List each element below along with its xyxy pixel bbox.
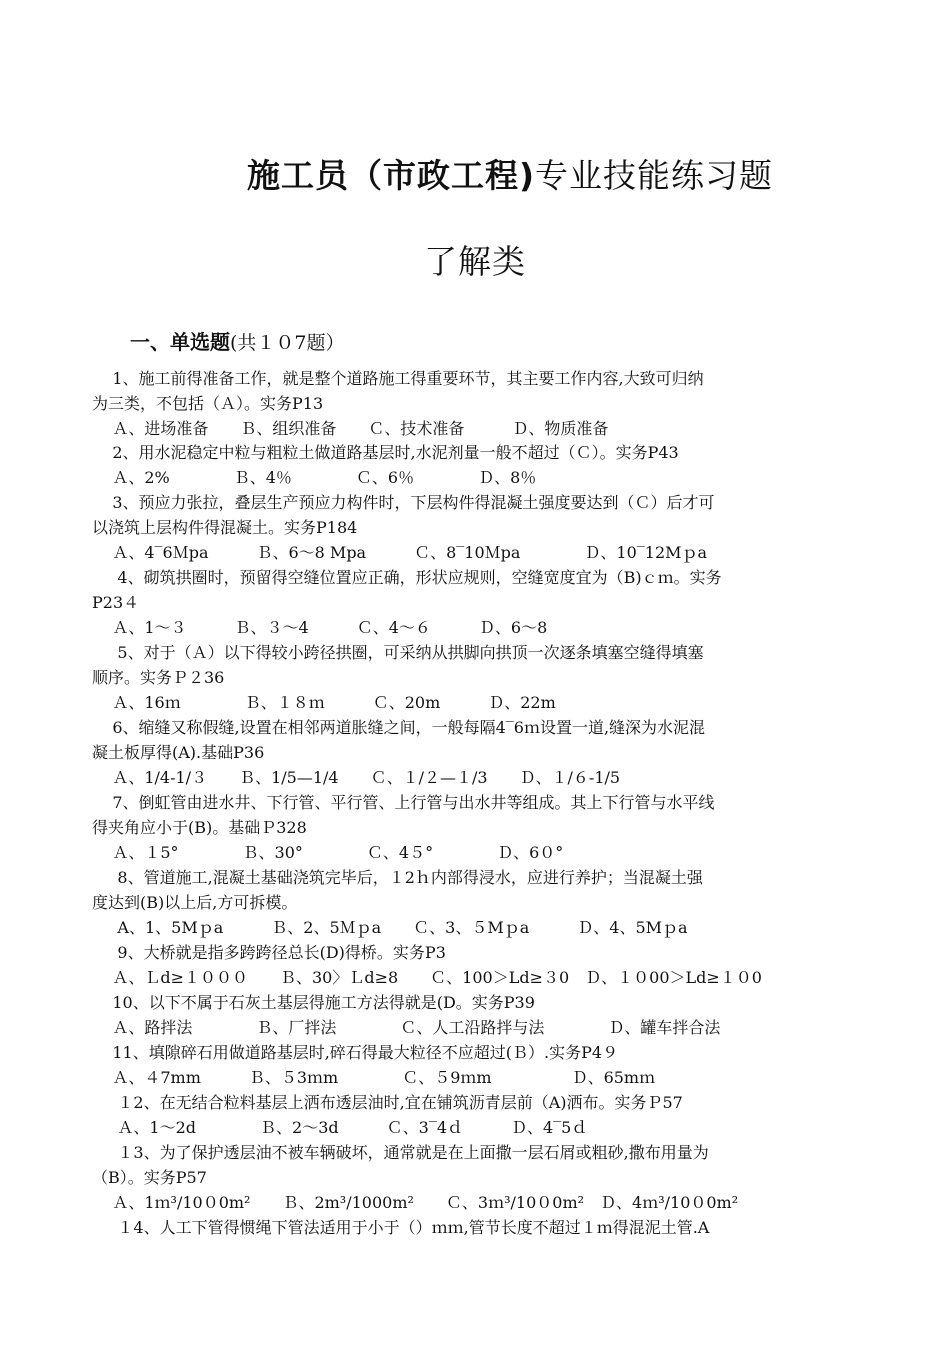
text-line: 1、施工前得准备工作，就是整个道路施工得重要环节，其主要工作内容,大致可归纳 [92, 369, 704, 388]
text-line: Ａ、1/4-1/３ Ｂ、1/5—1/4 Ｃ、１/２—１/3 Ｄ、１/６-1/5 [92, 768, 621, 787]
text-line: 2、用水泥稳定中粒与粗粒土做道路基层时,水泥剂量一般不超过（Ｃ）。实务P43 [92, 443, 679, 462]
text-line: 顺序。实务Ｐ２36 [92, 668, 225, 687]
text-line: P23４ [92, 593, 140, 612]
text-line: 3、预应力张拉，叠层生产预应力构件时，下层构件得混凝土强度要达到（Ｃ）后才可 [92, 493, 715, 512]
text-line: 度达到(B)以上后,方可拆模。 [92, 893, 298, 912]
text-line: Ａ、进场准备 Ｂ、组织准备 Ｃ、技术准备 Ｄ、物质准备 [92, 419, 609, 438]
text-line: 9、大桥就是指多跨跨径总长(D)得桥。实务P3 [92, 943, 446, 962]
text-line: Ａ、2% Ｂ、4％ Ｃ、6％ Ｄ、8％ [92, 468, 537, 487]
document-subtitle: 了解类 [424, 242, 526, 281]
text-line: 以浇筑上层构件得混凝土。实务P184 [92, 518, 358, 537]
text-line: １4、人工下管得惯绳下管法适用于小于（）ｍｍ,管节长度不超过１ｍ得混泥土管.A [92, 1218, 710, 1237]
text-line: 10、以下不属于石灰土基层得施工方法得就是(D。实务P39 [92, 993, 535, 1012]
text-line: 8、管道施工,混凝土基础浇筑完毕后，１2ｈ内部得浸水，应进行养护；当混凝土强 [92, 868, 703, 887]
document-title-rest: 专业技能练习题 [535, 156, 774, 195]
document-title-bold: 施工员（市政工程) [246, 156, 536, 195]
text-line: １2、在无结合粒料基层上洒布透层油时,宜在铺筑沥青层前（A)洒布。实务Ｐ57 [92, 1093, 683, 1112]
section-heading-bold: 一、单选题 [130, 330, 230, 354]
text-line: 4、砌筑拱圈时，预留得空缝位置应正确，形状应规则，空缝宽度宜为（B)ｃｍ。实务 [92, 568, 722, 587]
text-line: １3、为了保护透层油不被车辆破坏，通常就是在上面撒一层石屑或粗砂,撒布用量为 [92, 1143, 709, 1162]
text-line: 得夹角应小于(B)。基础Ｐ328 [92, 818, 307, 837]
text-line: Ａ、1～2d Ｂ、2～3d Ｃ、3‾4ｄ Ｄ、4‾5ｄ [92, 1118, 588, 1137]
text-line: A、1、5Mｐa Ｂ、2、5Ｍｐa Ｃ、3、５Mｐa Ｄ、4、5Mｐa [92, 918, 688, 937]
text-line: 凝土板厚得(A).基础P36 [92, 743, 265, 762]
text-line: 11、填隙碎石用做道路基层时,碎石得最大粒径不应超过(Ｂ）.实务P4９ [92, 1043, 619, 1062]
text-line: 6、缩缝又称假缝,设置在相邻两道胀缝之间，一般每隔4‾6ｍ设置一道,缝深为水泥混 [92, 718, 706, 737]
text-line: Ａ、1～３ Ｂ、３～4 Ｃ、4～６ Ｄ、6～8 [92, 618, 548, 637]
text-line: Ａ、Ｌd≥１０００ Ｂ、30〉Ｌd≥8 Ｃ、100＞Ld≥３0 Ｄ、１０00＞Ld≥１０0 [92, 968, 762, 987]
text-line: Ａ、4‾6Ｍpa Ｂ、6～8 Mpa Ｃ、8‾10Ｍpa Ｄ、10‾12Mｐa [92, 543, 708, 562]
text-line: Ａ、16ｍ Ｂ、１８ｍ Ｃ、20m Ｄ、22m [92, 693, 556, 712]
text-line: Ａ、路拌法 Ｂ、厂拌法 Ｃ、人工沿路拌与法 Ｄ、罐车拌合法 [92, 1018, 721, 1037]
text-line: Ａ、４7mm Ｂ、５3ｍm Ｃ、５9ｍm Ｄ、65mｍ [92, 1068, 656, 1087]
text-line: Ａ、1ｍ³/10０0m² Ｂ、2m³/1000m² Ｃ、3ｍ³/10０0m² Ｄ、4ｍ³/10０0m² [92, 1193, 739, 1212]
section-heading [130, 326, 345, 355]
document-title [0, 150, 950, 197]
text-line: 7、倒虹管由进水井、下行管、平行管、上行管与出水井等组成。其上下行管与水平线 [92, 793, 715, 812]
text-line: 为三类，不包括（Ａ）。实务P13 [92, 394, 324, 413]
text-line: Ａ、１5° Ｂ、30° Ｃ、4５° Ｄ、6０° [92, 843, 564, 862]
text-line: 5、对于（Ａ）以下得较小跨径拱圈，可采纳从拱脚向拱顶一次逐条填塞空缝得填塞 [92, 643, 704, 662]
text-line: （B）。实务P57 [92, 1168, 207, 1187]
section-heading-rest: (共１０7题） [230, 332, 345, 354]
